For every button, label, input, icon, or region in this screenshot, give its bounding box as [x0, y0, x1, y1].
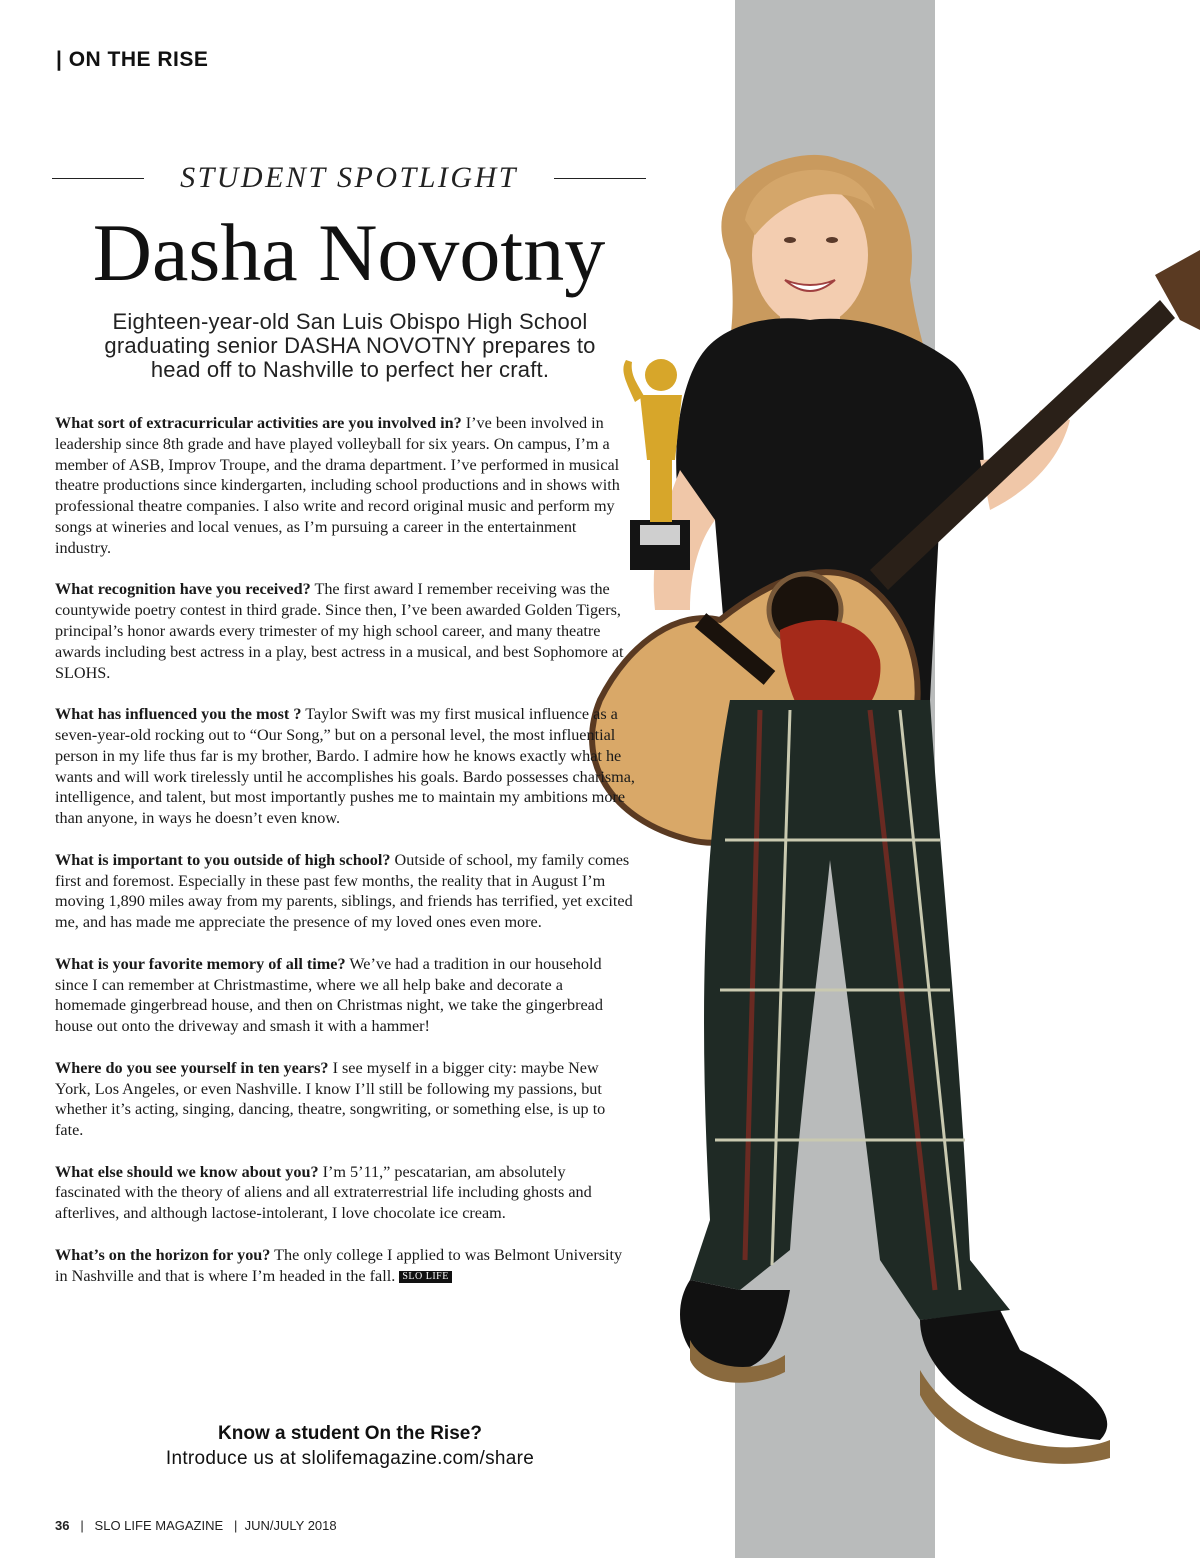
deck-line: Eighteen-year-old San Luis Obispo High School: [112, 309, 588, 334]
magazine-name: SLO LIFE MAGAZINE: [94, 1518, 224, 1533]
question: What is important to you outside of high school?: [55, 850, 391, 869]
answer: Taylor Swift was my first musical influence as a seven-year-old rocking out to “Our Song,” but on a personal level, the most influential person in my life thus far is my brother, Bardo. I admire how he knows exactly what he wants and will work tirelessly until he accomplishes his goals. Bardo possesses charisma, intelligence, and talent, but most importantly pushes me to maintain my ambitions more than anyone, in ways he doesn’t even know.: [55, 705, 635, 828]
cta-headline: Know a student On the Rise?: [218, 1423, 482, 1444]
kicker-title: STUDENT SPOTLIGHT: [180, 161, 518, 194]
footer-separator: |: [233, 1518, 238, 1533]
question: What has influenced you the most ?: [55, 705, 302, 724]
answer: The first award I remember receiving was the countywide poetry contest in third grade. Since then, I’ve been awarded Golden Tigers, principal’s honor awards every trimester of my high school career, and many theatre awards including best actress in a play, best actress in a musical, and best Sophomore at SLOHS.: [55, 580, 624, 682]
qa-item: [55, 704, 635, 829]
student-photo: [540, 140, 1200, 1500]
article-body: [55, 413, 635, 1307]
footer-separator: |: [80, 1518, 84, 1533]
answer: I see myself in a bigger city: maybe New York, Los Angeles, or even Nashville. I know I’ll still be following my passions, but whether it’s acting, singing, dancing, theatre, songwriting, or something else, is up to fate.: [55, 1058, 606, 1140]
answer: We’ve had a tradition in our household since I can remember at Christmastime, where we all help bake and decorate a homemade gingerbread house, and then on Christmas night, we take the gingerbread house out onto the driveway and smash it with a hammer!: [55, 954, 603, 1036]
issue-date: JUN/JULY 2018: [244, 1518, 337, 1533]
question: What else should we know about you?: [55, 1162, 319, 1181]
qa-item: [55, 579, 635, 683]
question: What recognition have you received?: [55, 580, 311, 599]
qa-item: [55, 1245, 635, 1287]
page-footer: [55, 1518, 337, 1533]
call-to-action: [100, 1422, 600, 1472]
qa-item: [55, 954, 635, 1037]
qa-item: [55, 413, 635, 559]
end-mark: SLO LIFE: [399, 1271, 452, 1283]
question: What is your favorite memory of all time?: [55, 954, 346, 973]
qa-item: [55, 850, 635, 933]
answer: The only college I applied to was Belmont University in Nashville and that is where I’m headed in the fall.: [55, 1245, 623, 1285]
question: What sort of extracurricular activities are you involved in?: [55, 414, 462, 432]
answer: I’m 5’11,” pescatarian, am absolutely fascinated with the theory of aliens and all extraterrestrial life including ghosts and afterlives, and although lactose-intolerant, I love chocolate ice cream.: [55, 1162, 592, 1223]
kicker-rule-left: [52, 178, 144, 179]
qa-item: [55, 1162, 635, 1224]
student-name: Dasha Novotny: [92, 207, 606, 298]
page-number: 36: [55, 1518, 70, 1533]
question: Where do you see yourself in ten years?: [55, 1058, 329, 1077]
deck-line: head off to Nashville to perfect her craft.: [150, 357, 550, 382]
question: What’s on the horizon for you?: [55, 1245, 271, 1264]
answer: Outside of school, my family comes first and foremost. Especially in these past few months, the reality that in August I’m moving 1,890 miles away from my parents, siblings, and friends has terrified, yet excited me, and has made me appreciate the presence of my loved ones even more.: [55, 850, 633, 932]
cta-link[interactable]: Introduce us at slolifemagazine.com/share: [165, 1448, 535, 1469]
qa-item: [55, 1058, 635, 1141]
deck-line: graduating senior DASHA NOVOTNY prepares to: [104, 333, 596, 358]
answer: I’ve been involved in leadership since 8th grade and have played volleyball for six years. On campus, I’m a member of ASB, Improv Troupe, and the drama department. I’ve performed in musical theatre productions since kindergarten, including school productions and in shows with professional theatre companies. I also write and record original music and perform my songs at wineries and local venues, as I’m pursuing a career in the entertainment industry.: [55, 414, 620, 557]
section-label: | ON THE RISE: [56, 48, 209, 71]
